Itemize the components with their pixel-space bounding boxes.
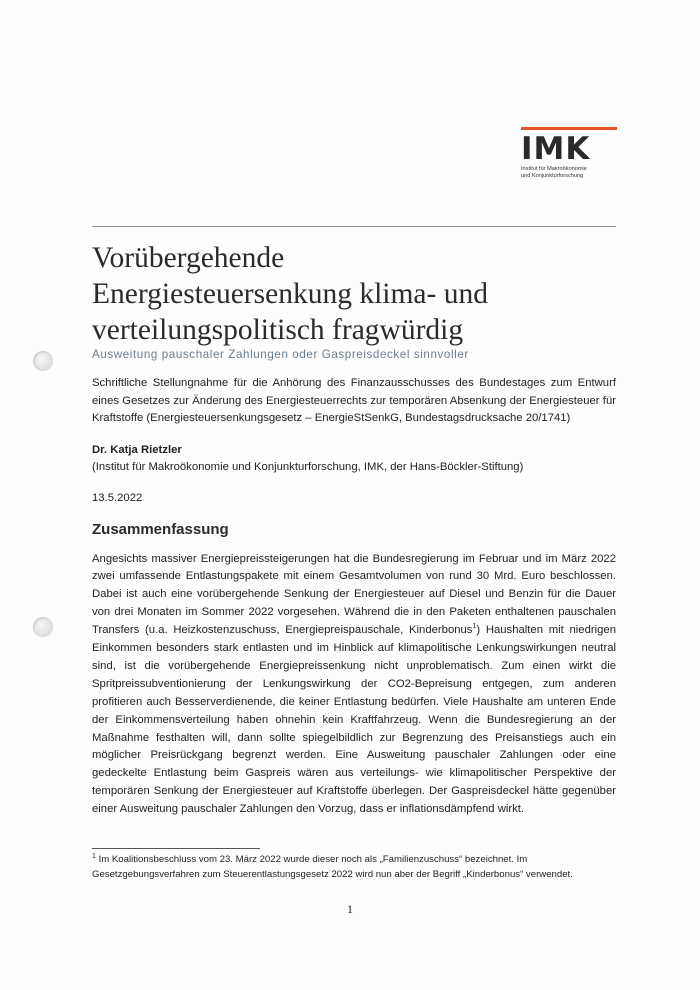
title-line: Vorübergehende xyxy=(92,242,285,274)
header-divider xyxy=(92,226,616,227)
logo-wordmark: IMK xyxy=(521,131,591,167)
imk-logo xyxy=(521,127,617,179)
title-line: verteilungspolitisch fragwürdig xyxy=(92,314,464,346)
summary-text-part: ) Haushalten mit niedrigen Einkommen besonders stark entlasten und im Hinblick auf klimapolitische Lenkungswirkungen neutral sind, ist die vorübergehende Energiepreissenkung nicht unproblematisch. Zum einen wirkt die Spritpreissubventionierung der Lenkungswirkung der CO2-Bepreisung entgegen, zum anderen profitieren auch Besserverdienende, die keiner Entlastung bedürfen. Viele Haushalte am unteren Ende der Einkommensverteilung haben ohnehin kein Kraftfahrzeug. Wenn die Bundesregierung an der Maßnahme festhalten will, dann sollte spiegelbildlich zur Begrenzung des Preisanstiegs auch ein möglicher Preisrückgang begrenzt werden. Eine Ausweitung pauschaler Zahlungen oder eine gedeckelte Entlastung beim Gaspreis wären aus verteilungs- wie klimapolitischer Perspektive der temporären Senkung der Energiesteuer auf Kraftstoffe überlegen. Der Gaspreisdeckel hätte gegenüber einer Ausweitung pauschaler Zahlungen den Vorzug, dass er inflationsdämpfend wirkt. xyxy=(92,624,616,816)
page-number: 1 xyxy=(347,902,353,916)
section-heading-summary: Zusammenfassung xyxy=(92,520,229,538)
author-name: Dr. Katja Rietzler xyxy=(92,443,182,456)
footnote-divider xyxy=(92,848,260,849)
logo-subtitle-line: Institut für Makroökonomie xyxy=(521,166,587,172)
footnote xyxy=(92,853,612,882)
document-subtitle: Ausweitung pauschaler Zahlungen oder Gaspreisdeckel sinnvoller xyxy=(92,348,469,361)
author-block xyxy=(92,442,616,477)
footnote-reference[interactable]: 1 xyxy=(472,623,477,631)
punch-hole xyxy=(33,617,53,637)
logo-accent-bar xyxy=(521,127,617,130)
document-date: 13.5.2022 xyxy=(92,491,143,504)
footnote-text: Im Koalitionsbeschluss vom 23. März 2022 wurde dieser noch als „Familienzuschuss“ bezeichnet. Im Gesetzgebungsverfahren zum Steuerentlastungsgesetz 2022 wird nun aber der Begriff „Kinderbonus“ verwendet. xyxy=(92,854,573,880)
footnote-marker: 1 xyxy=(92,852,96,860)
punch-hole xyxy=(33,351,53,371)
document-title xyxy=(92,240,616,348)
summary-paragraph xyxy=(92,551,616,820)
logo-subtitle-line: und Konjunkturforschung xyxy=(521,172,584,179)
logo-subtitle xyxy=(521,166,617,179)
main-content xyxy=(92,240,616,830)
summary-text-part: Angesichts massiver Energiepreissteigerungen hat die Bundesregierung im Februar und im März 2022 zwei umfassende Entlastungspakete mit einem Gesamtvolumen von rund 30 Mrd. Euro beschlossen. Dabei ist auch eine vorübergehende Senkung der Energiesteuer auf Diesel und Benzin für die Dauer von drei Monaten im Sommer 2022 vorgesehen. Während die in den Paketen enthaltenen pauschalen Transfers (u.a. Heizkostenzuschuss, Energiepreispauschale, Kinderbonus xyxy=(92,552,616,637)
statement-description: Schriftliche Stellungnahme für die Anhörung des Finanzausschusses des Bundestages zum Entwurf eines Gesetzes zur Änderung des Energiesteuerrechts zur temporären Absenkung der Energiesteuer für Kraftstoffe (Energiesteuersenkungsgesetz – EnergieStSenkG, Bundestagsdrucksache 20/1741) xyxy=(92,377,616,424)
author-affiliation: (Institut für Makroökonomie und Konjunkturforschung, IMK, der Hans-Böckler-Stiftung) xyxy=(92,461,524,473)
title-line: Energiesteuersenkung klima- und xyxy=(92,278,488,310)
